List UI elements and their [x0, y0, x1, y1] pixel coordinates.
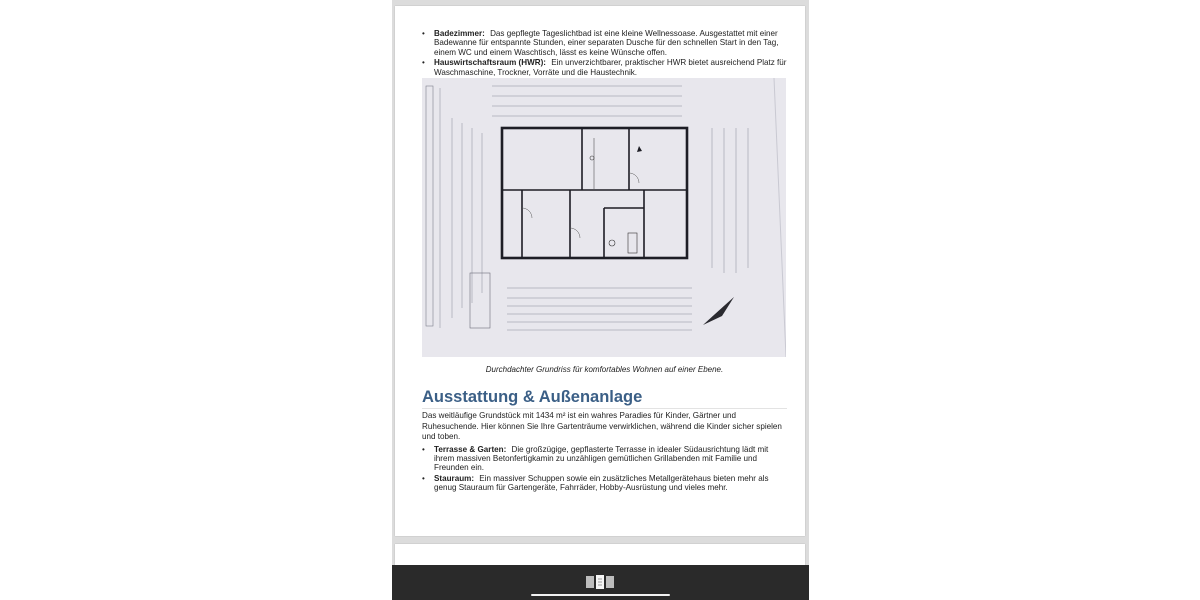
page-thumbnail-icon[interactable]	[585, 574, 615, 590]
section-heading: Ausstattung & Außenanlage	[422, 388, 787, 409]
document-page	[395, 6, 805, 536]
page-content	[422, 29, 787, 494]
list-item	[422, 445, 787, 473]
feature-list-outdoor	[422, 445, 787, 493]
feature-term: Stauraum:	[434, 473, 475, 483]
feature-text: Ein unverzichtbarer, praktischer HWR bietet ausreichend Platz für Waschmaschine, Trockner, Vorräte und die Haustechnik.	[434, 58, 787, 77]
feature-term: Badezimmer:	[434, 29, 485, 38]
list-item	[422, 474, 787, 493]
feature-text: Das gepflegte Tageslichtbad ist eine kleine Wellnessoase. Ausgestattet mit einer Badewanne für entspannte Stunden, einer separaten Dusche für den schnellen Start in den Tag, einem WC und einem Waschtisch, lässt es keine Wünsche offen.	[434, 29, 779, 57]
feature-term: Terrasse & Garten:	[434, 444, 507, 454]
list-item	[422, 58, 787, 77]
floorplan-image	[422, 78, 786, 357]
list-item	[422, 29, 787, 57]
home-indicator[interactable]	[531, 594, 670, 596]
feature-term: Hauswirtschaftsraum (HWR):	[434, 58, 546, 68]
feature-text: Ein massiver Schuppen sowie ein zusätzliches Metallgerätehaus bieten mehr als genug Stauraum für Gartengeräte, Fahrräder, Hobby-Ausrüstung und vieles mehr.	[434, 473, 769, 493]
viewer-toolbar	[392, 565, 809, 600]
image-caption: Durchdachter Grundriss für komfortables Wohnen auf einer Ebene.	[485, 365, 724, 375]
document-viewer[interactable]	[392, 0, 809, 600]
section-paragraph: Das weitläufige Grundstück mit 1434 m² ist ein wahres Paradies für Kinder, Gärtner und Ruhesuchende. Hier können Sie Ihre Gartenträume verwirklichen, während die Kinder sicher spielen und toben.	[422, 411, 782, 442]
feature-text: Die großzügige, gepflasterte Terrasse in idealer Südausrichtung lädt mit ihrem massiven Betonfertigkamin zu unzähligen gemütlichen Grillabenden mit Familie und Freunden ein.	[434, 444, 769, 473]
feature-list-rooms	[422, 29, 787, 77]
